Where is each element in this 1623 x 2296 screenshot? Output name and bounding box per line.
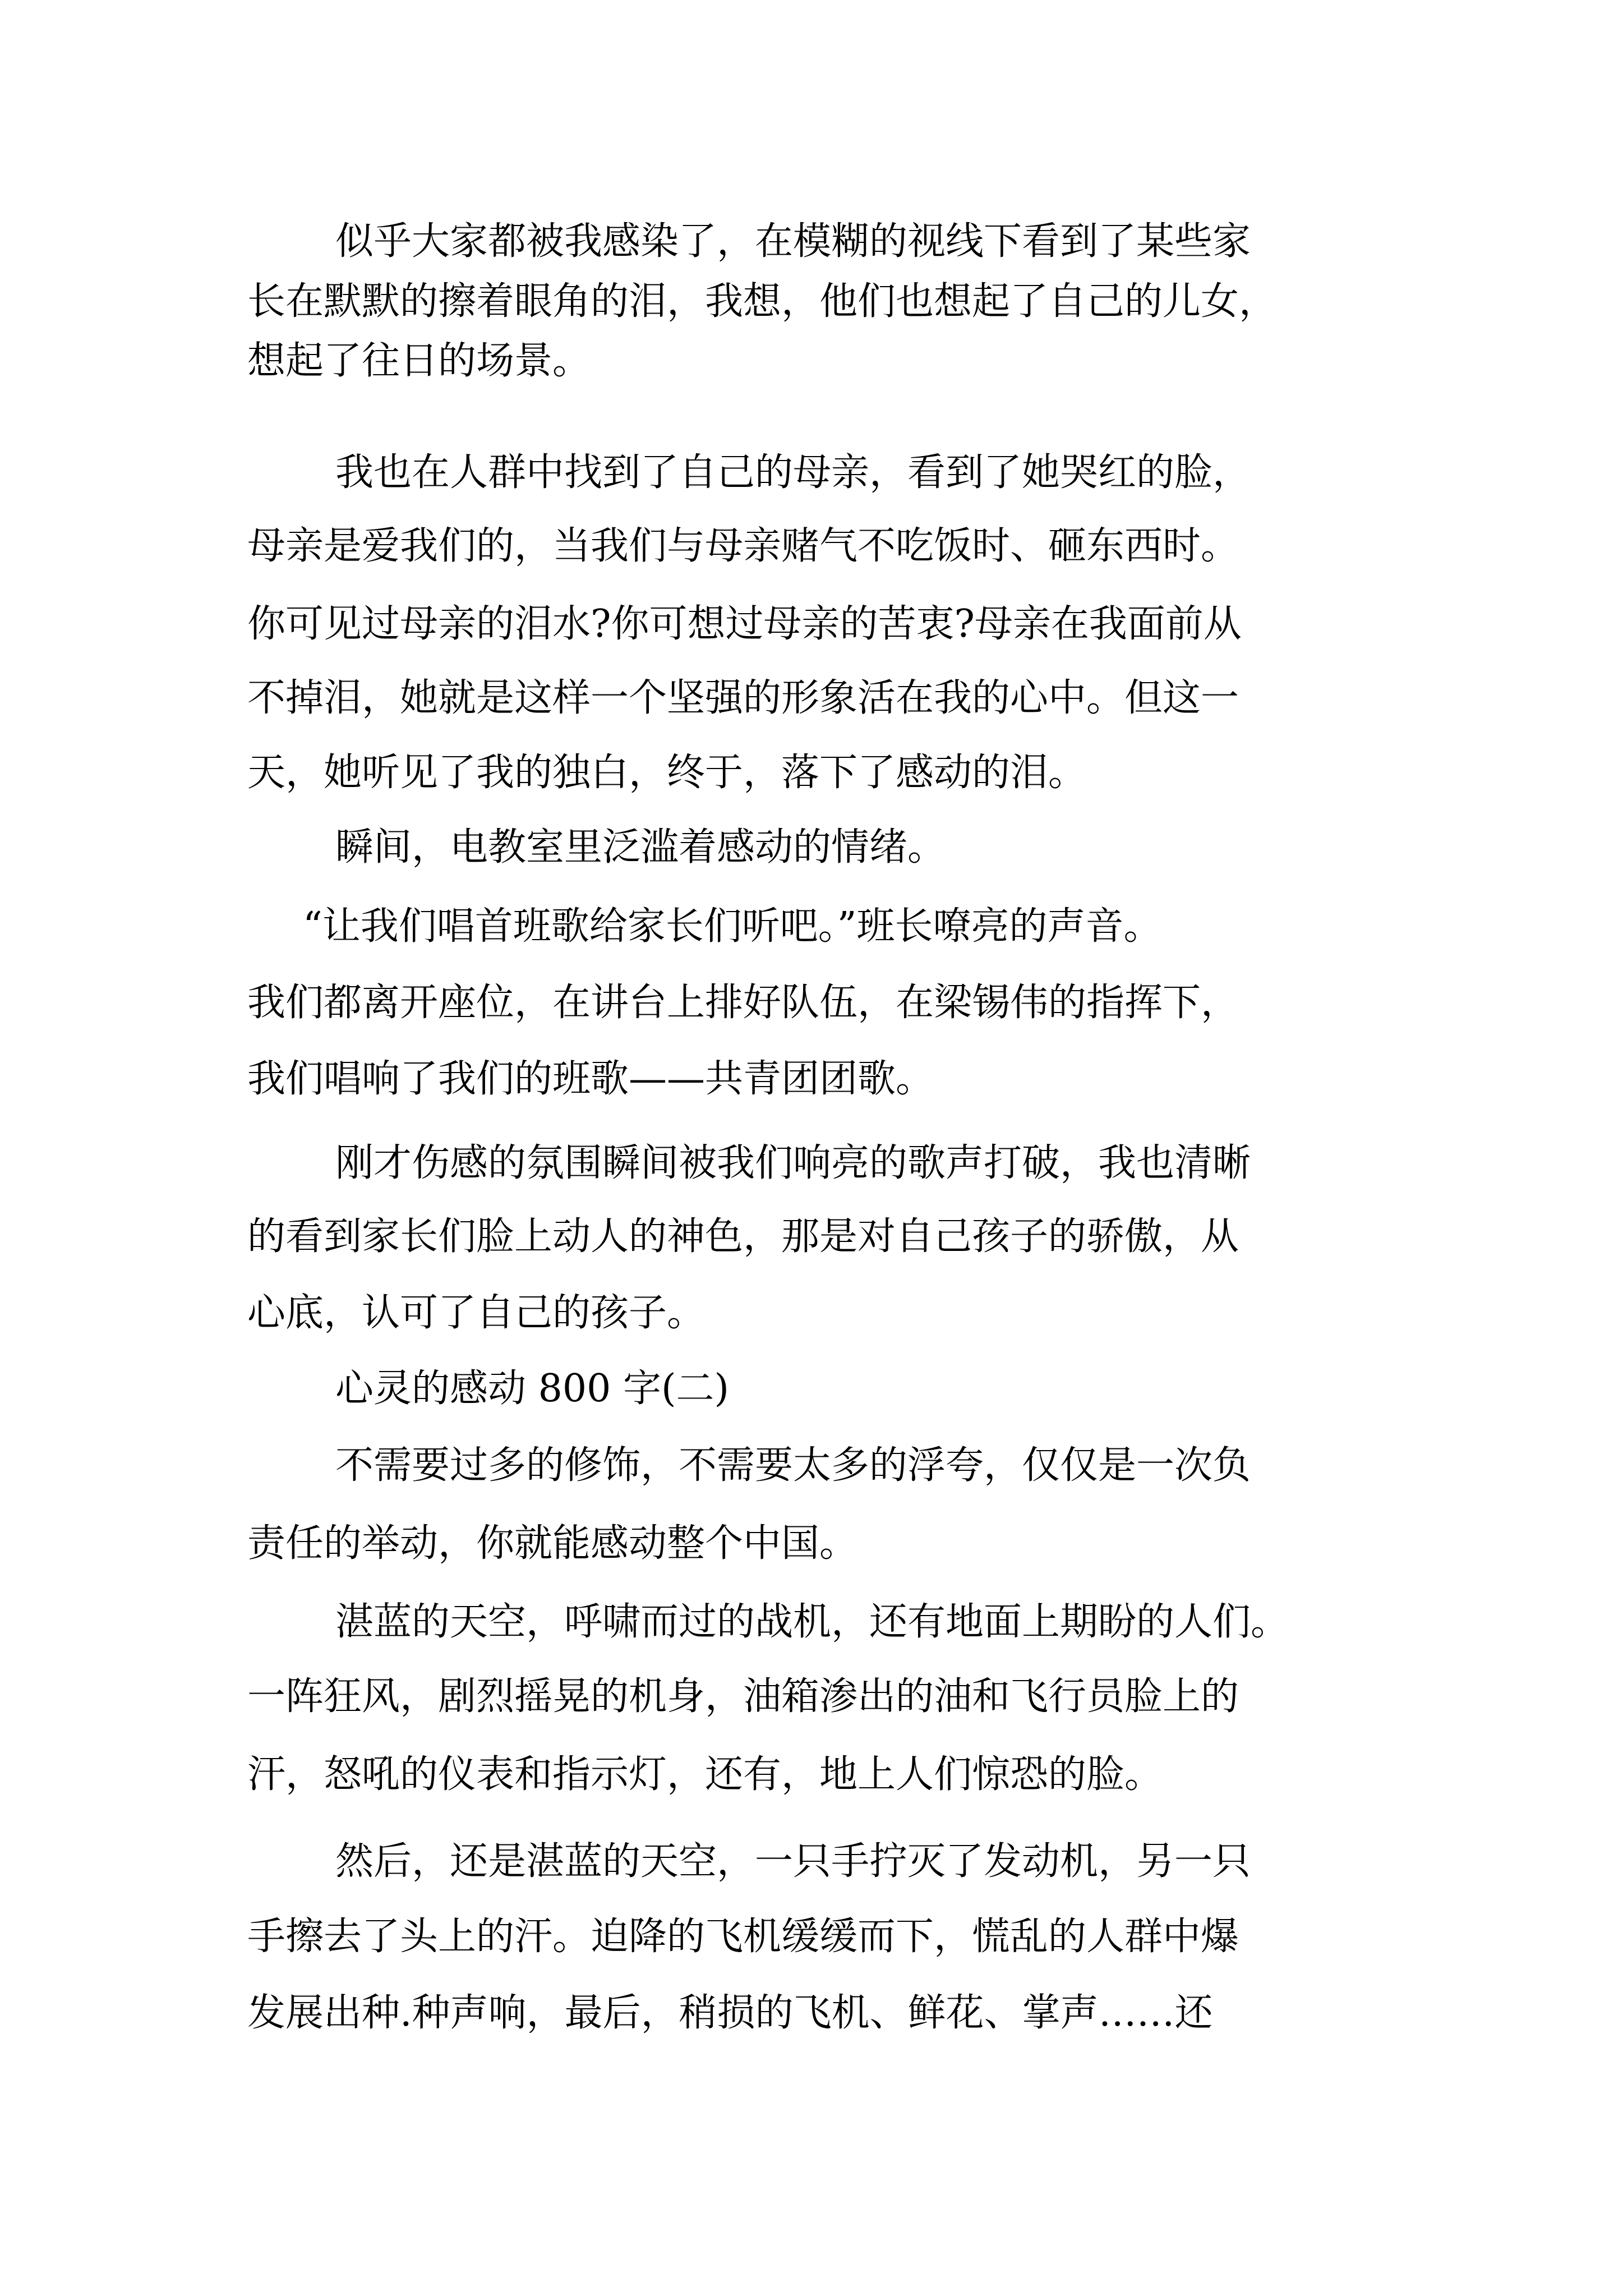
text-line: 汗，怒吼的仪表和指示灯，还有，地上人们惊恐的脸。 [247, 1752, 1163, 1797]
text-line: 长在默默的擦着眼角的泪，我想，他们也想起了自己的儿女， [247, 279, 1278, 324]
text-line: 不掉泪，她就是这样一个坚强的形象活在我的心中。但这一 [247, 676, 1239, 720]
text-line: 瞬间，电教室里泛滥着感动的情绪。 [335, 825, 946, 869]
text-line: 心底，认可了自己的孩子。 [247, 1291, 706, 1335]
text-line: 我也在人群中找到了自己的母亲，看到了她哭红的脸， [335, 450, 1251, 495]
text-line: 想起了往日的场景。 [247, 339, 591, 383]
text-line: “让我们唱首班歌给家长们听吧。”班长嘹亮的声音。 [303, 904, 1162, 949]
section-heading: 心灵的感动 800 字(二) [335, 1366, 730, 1411]
text-line: 手擦去了头上的汗。迫降的飞机缓缓而下，慌乱的人群中爆 [247, 1915, 1239, 1959]
text-line: 天，她听见了我的独白，终于，落下了感动的泪。 [247, 751, 1087, 795]
text-line: 我们都离开座位，在讲台上排好队伍，在梁锡伟的指挥下， [247, 981, 1239, 1025]
text-line: 我们唱响了我们的班歌——共青团团歌。 [247, 1057, 934, 1101]
text-line: 湛蓝的天空，呼啸而过的战机，还有地面上期盼的人们。 [335, 1600, 1289, 1644]
text-line: 发展出种.种声响，最后，稍损的飞机、鲜花、掌声……还 [247, 1991, 1213, 2035]
text-line: 你可见过母亲的泪水?你可想过母亲的苦衷?母亲在我面前从 [247, 602, 1242, 646]
text-line: 然后，还是湛蓝的天空，一只手拧灭了发动机，另一只 [335, 1839, 1251, 1884]
text-line: 刚才伤感的氛围瞬间被我们响亮的歌声打破，我也清晰 [335, 1141, 1251, 1185]
text-line: 责任的举动，你就能感动整个中国。 [247, 1521, 858, 1566]
text-line: 的看到家长们脸上动人的神色，那是对自己孩子的骄傲，从 [247, 1214, 1239, 1259]
text-line: 一阵狂风，剧烈摇晃的机身，油箱渗出的油和飞行员脸上的 [247, 1674, 1239, 1719]
text-line: 不需要过多的修饰，不需要太多的浮夸，仅仅是一次负 [335, 1443, 1251, 1488]
text-line: 似乎大家都被我感染了，在模糊的视线下看到了某些家 [335, 219, 1251, 264]
text-line: 母亲是爱我们的，当我们与母亲赌气不吃饭时、砸东西时。 [247, 524, 1239, 568]
